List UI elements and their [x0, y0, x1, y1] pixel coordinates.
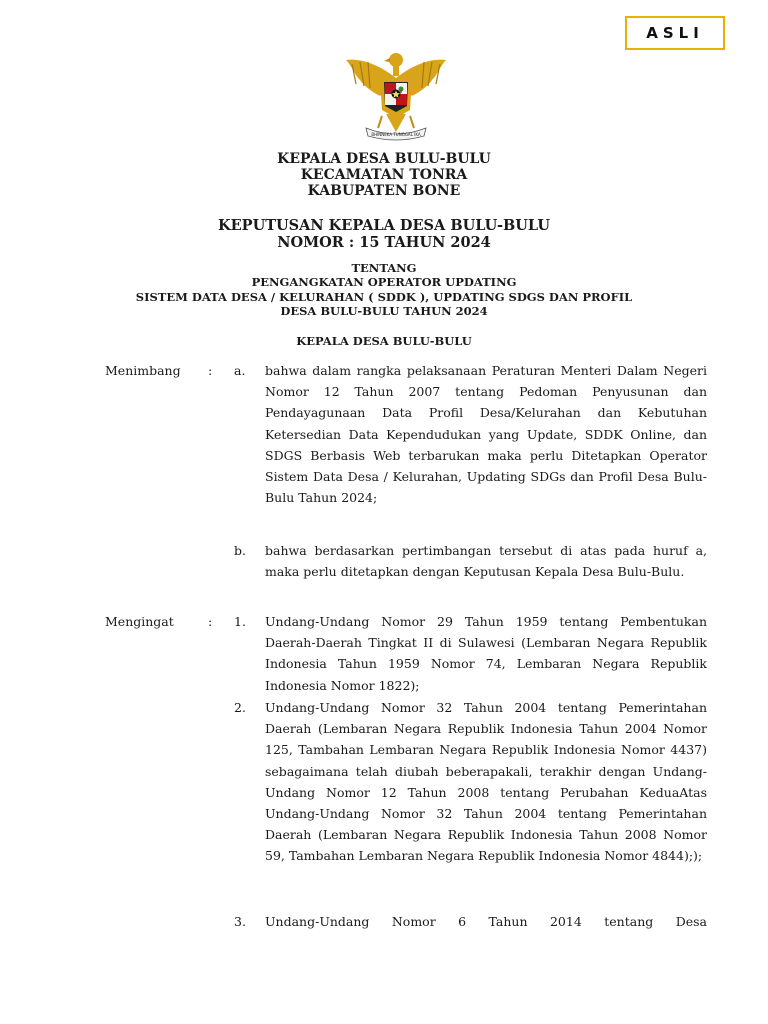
header-line-1: KEPALA DESA BULU-BULU — [277, 151, 491, 167]
header-line-2: KECAMATAN TONRA — [300, 167, 468, 183]
subject-tentang: TENTANG — [351, 261, 417, 275]
mengingat-marker-1: 1. — [234, 614, 246, 629]
menimbang-marker-a: a. — [234, 363, 246, 378]
menimbang-marker-b: b. — [234, 543, 246, 558]
header-line-3: KABUPATEN BONE — [307, 183, 461, 199]
mengingat-label: Mengingat — [105, 614, 174, 629]
menimbang-item-a: bahwa dalam rangka pelaksanaan Peraturan Menteri Dalam Negeri Nomor 12 Tahun 2007 tentang Pedoman Penyusunan dan Pendayagunaan Data Profil Desa/Kelurahan dan Kebutuhan Ketersedian Data Kependudukan yang Update, SDDK Online, dan SDGS Berbasis Web terbarukan maka perlu Ditetapkan Operator Sistem Data Desa / Kelurahan, Updating SDGs dan Profil Desa Bulu-Bulu Tahun 2024; — [265, 363, 707, 506]
decree-title: KEPUTUSAN KEPALA DESA BULU-BULU — [218, 217, 550, 234]
subject-line-3: SISTEM DATA DESA / KELURAHAN ( SDDK ), UPDATING SDGS DAN PROFIL — [135, 290, 633, 304]
menimbang-colon: : — [208, 363, 213, 378]
mengingat-marker-2: 2. — [234, 700, 246, 715]
menimbang-label: Menimbang — [105, 363, 181, 378]
garuda-pancasila-emblem — [338, 44, 454, 144]
decree-number: NOMOR : 15 TAHUN 2024 — [277, 234, 491, 251]
asli-stamp: ASLI — [625, 16, 725, 50]
mengingat-marker-3: 3. — [234, 914, 246, 929]
svg-text:BHINNEKA TUNGGAL IKA: BHINNEKA TUNGGAL IKA — [371, 132, 421, 137]
subject-line-2: PENGANGKATAN OPERATOR UPDATING — [251, 275, 517, 289]
mengingat-colon: : — [208, 614, 213, 629]
authority-heading: KEPALA DESA BULU-BULU — [296, 334, 472, 348]
mengingat-item-1: Undang-Undang Nomor 29 Tahun 1959 tentang Pembentukan Daerah-Daerah Tingkat II di Sulawesi (Lembaran Negara Republik Indonesia Tahun 1959 Nomor 74, Lembaran Negara Republik Indonesia Nomor 1822); — [265, 614, 707, 693]
subject-line-4: DESA BULU-BULU TAHUN 2024 — [280, 304, 488, 318]
menimbang-item-b: bahwa berdasarkan pertimbangan tersebut di atas pada huruf a, maka perlu ditetapkan dengan Keputusan Kepala Desa Bulu-Bulu. — [265, 543, 707, 580]
mengingat-item-2: Undang-Undang Nomor 32 Tahun 2004 tentang Pemerintahan Daerah (Lembaran Negara Republik Indonesia Tahun 2004 Nomor 125, Tambahan Lembaran Negara Republik Indonesia Nomor 4437) sebagaimana telah diubah beberapakali, terakhir dengan Undang-Undang Nomor 12 Tahun 2008 tentang Perubahan KeduaAtas Undang-Undang Nomor 32 Tahun 2004 tentang Pemerintahan Daerah (Lembaran Negara Republik Indonesia Tahun 2008 Nomor 59, Tambahan Lembaran Negara Republik Indonesia Nomor 4844);); — [265, 700, 707, 864]
mengingat-item-3: Undang-Undang Nomor 6 Tahun 2014 tentang Desa — [265, 914, 707, 929]
